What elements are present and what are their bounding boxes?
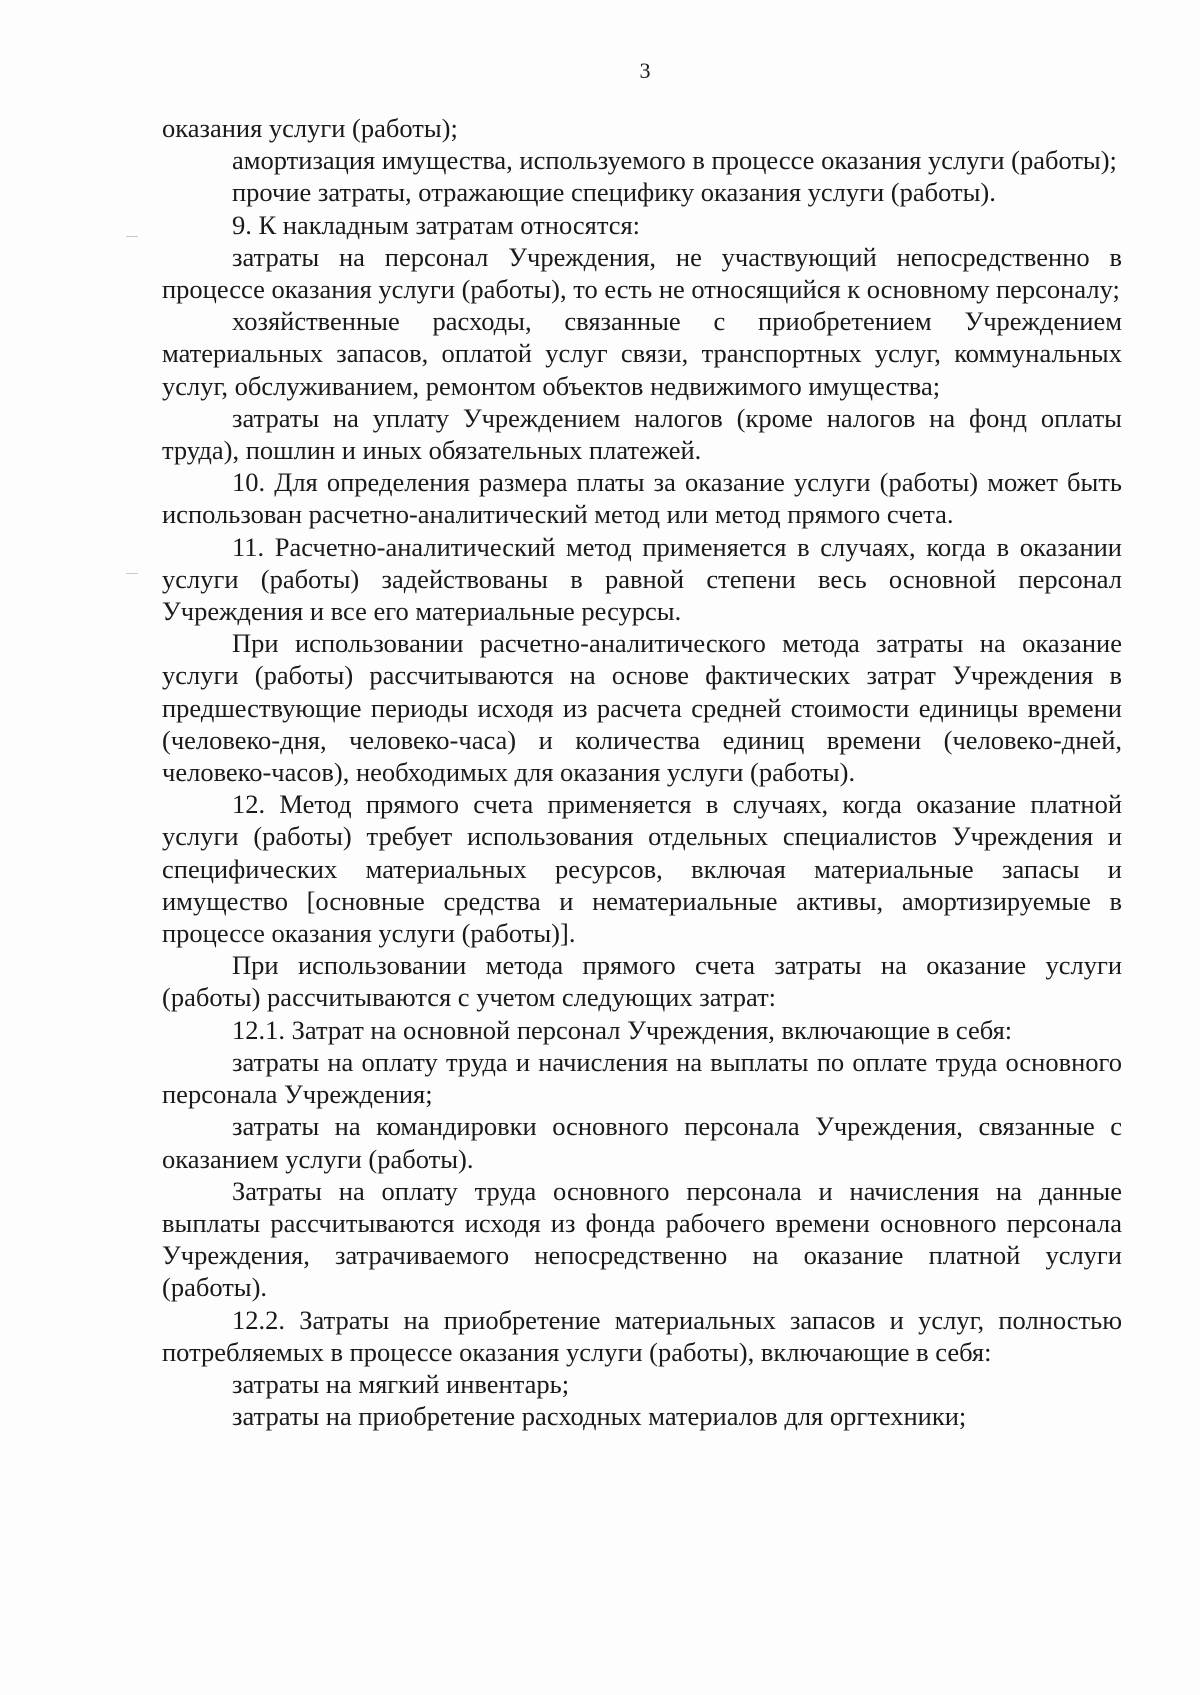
document-body: [162, 112, 1122, 1432]
paragraph: затраты на оплату труда и начисления на выплаты по оплате труда основного персонала Учреждения;: [162, 1046, 1122, 1110]
paragraph: 10. Для определения размера платы за оказание услуги (работы) может быть использован расчетно-аналитический метод или метод прямого счета.: [162, 467, 1122, 530]
paragraph: оказания услуги (работы);: [162, 113, 458, 143]
scan-margin-mark: [126, 236, 138, 237]
paragraph: 12.1. Затрат на основной персонал Учреждения, включающие в себя:: [232, 1014, 1013, 1045]
paragraph: затраты на приобретение расходных материалов для оргтехники;: [232, 1401, 967, 1432]
paragraph: хозяйственные расходы, связанные с приобретением Учреждением материальных запасов, оплатой услуг связи, транспортных услуг, коммунальных услуг, обслуживанием, ремонтом объектов недвижимого имущества;: [162, 306, 1122, 401]
paragraph: амортизация имущества, используемого в процессе оказания услуги (работы);: [232, 145, 1117, 176]
paragraph: затраты на командировки основного персонала Учреждения, связанные с оказанием услуги (работы).: [162, 1111, 1122, 1174]
paragraph: При использовании метода прямого счета затраты на оказание услуги (работы) рассчитываются с учетом следующих затрат:: [162, 950, 1122, 1013]
paragraph: Затраты на оплату труда основного персонала и начисления на данные выплаты рассчитываются исходя из фонда рабочего времени основного персонала Учреждения, затрачиваемого непосредственно на оказание платной услуги (работы).: [162, 1175, 1122, 1303]
paragraph: 11. Расчетно-аналитический метод применяется в случаях, когда в оказании услуги (работы) задействованы в равной степени весь основной персонал Учреждения и все его материальные ресурсы.: [162, 531, 1122, 627]
paragraph: затраты на персонал Учреждения, не участвующий непосредственно в процессе оказания услуги (работы), то есть не относящийся к основному персоналу;: [162, 241, 1122, 305]
paragraph: 12. Метод прямого счета применяется в случаях, когда оказание платной услуги (работы) требует использования отдельных специалистов Учреждения и специфических материальных ресурсов, включая материальные запасы и имущество [основные средства и нематериальные активы, амортизируемые в процессе оказания услуги (работы)].: [162, 789, 1122, 949]
section-heading: 9. К накладным затратам относятся:: [232, 209, 641, 240]
paragraph: затраты на мягкий инвентарь;: [232, 1368, 570, 1399]
paragraph: При использовании расчетно-аналитического метода затраты на оказание услуги (работы) рассчитываются на основе фактических затрат Учреждения в предшествующие периоды исходя из расчета средней стоимости единицы времени (человеко-дня, человеко-часа) и количества единиц времени (человеко-дней, человеко-часов), необходимых для оказания услуги (работы).: [162, 628, 1122, 788]
page-number: 3: [639, 58, 651, 83]
paragraph: 12.2. Затраты на приобретение материальных запасов и услуг, полностью потребляемых в процессе оказания услуги (работы), включающие в себя:: [162, 1304, 1122, 1367]
paragraph: прочие затраты, отражающие специфику оказания услуги (работы).: [232, 177, 996, 208]
paragraph: затраты на уплату Учреждением налогов (кроме налогов на фонд оплаты труда), пошлин и иных обязательных платежей.: [162, 402, 1122, 466]
scan-margin-mark: [126, 573, 138, 574]
